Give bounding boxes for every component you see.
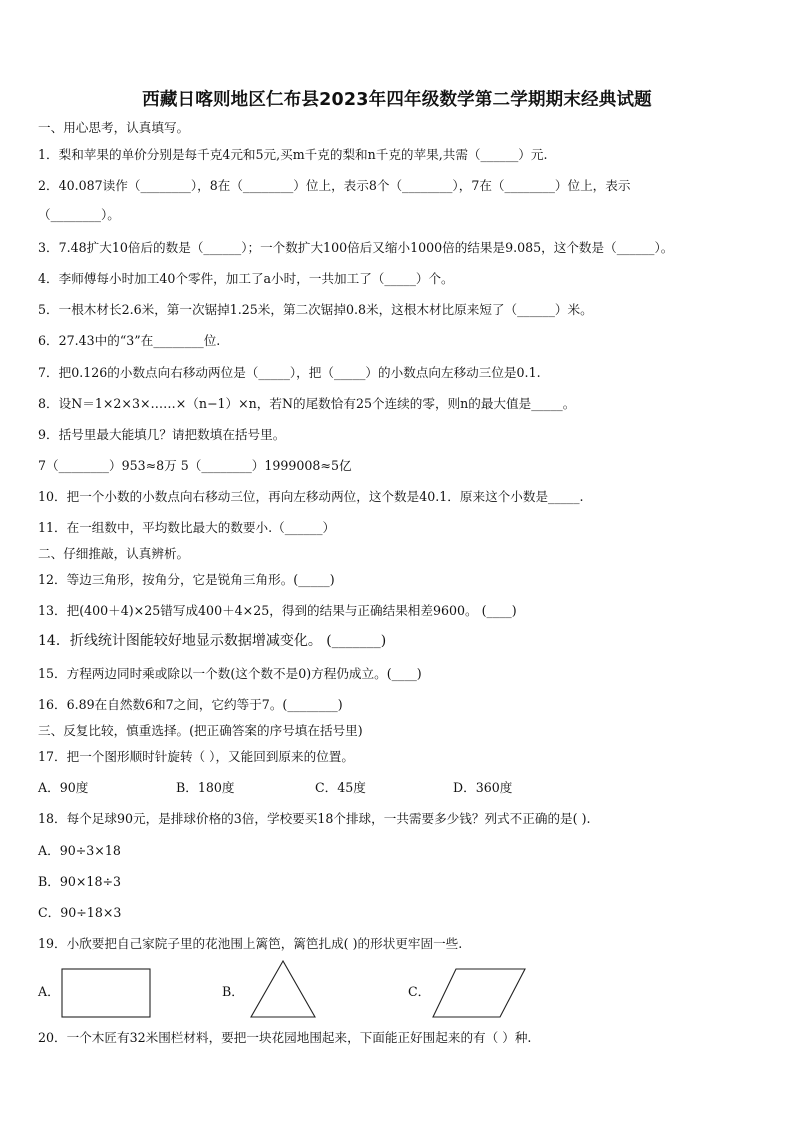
question-18: 18．每个足球90元，是排球价格的3倍，学校要买18个排球，一共需要多少钱？列式不正确的是( ). [38, 811, 591, 826]
question-5: 5．一根木材长2.6米，第一次锯掉1.25米，第二次锯掉0.8米，这根木材比原来短了（______）米。 [38, 302, 593, 317]
question-16: 16．6.89在自然数6和7之间，它约等于7。(________) [38, 697, 343, 712]
parallelogram-shape [430, 967, 528, 1021]
triangle-shape [248, 958, 318, 1020]
question-8: 8．设N＝1×2×3×……×（n−1）×n，若N的尾数恰有25个连续的零，则n的最大值是_____。 [38, 396, 576, 411]
question-19: 19．小欣要把自己家院子里的花池围上篱笆，篱笆扎成( )的形状更牢固一些. [38, 936, 463, 951]
q19-option-b-label: B． [222, 984, 244, 999]
q17-option-b: B．180度 [176, 780, 235, 795]
q17-option-c: C．45度 [315, 780, 366, 795]
question-4: 4．李师傅每小时加工40个零件，加工了a小时，一共加工了（_____）个。 [38, 271, 454, 286]
page-title: 西藏日喀则地区仁布县2023年四年级数学第二学期期末经典试题 [142, 90, 652, 110]
question-10: 10．把一个小数的小数点向右移动三位，再向左移动两位，这个数是40.1．原来这个小数是_____. [38, 489, 584, 504]
q18-option-c: C．90÷18×3 [38, 905, 122, 920]
question-2-cont: （________）。 [38, 207, 120, 222]
question-17: 17．把一个图形顺时针旋转（ ），又能回到原来的位置。 [38, 749, 354, 764]
q19-option-a-label: A． [38, 984, 60, 999]
q18-option-b: B．90×18÷3 [38, 874, 122, 889]
question-9-items: 7（________）953≈8万 5（________）1999008≈5亿 [38, 458, 352, 473]
question-15: 15．方程两边同时乘或除以一个数(这个数不是0)方程仍成立。(____) [38, 666, 422, 681]
question-20: 20．一个木匠有32米围栏材料，要把一块花园地围起来，下面能正好围起来的有（ ）种. [38, 1030, 532, 1045]
question-2: 2．40.087读作（________），8在（________）位上，表示8个（________），7在（________）位上，表示 [38, 178, 631, 193]
question-7: 7．把0.126的小数点向右移动两位是（_____），把（_____）的小数点向左移动三位是0.1. [38, 365, 541, 380]
question-11: 11．在一组数中，平均数比最大的数要小.（______） [38, 520, 336, 535]
q17-option-a: A．90度 [38, 780, 89, 795]
question-9: 9．括号里最大能填几？请把数填在括号里。 [38, 427, 286, 442]
question-13: 13．把(400＋4)×25错写成400＋4×25，得到的结果与正确结果相差9600。 (____) [38, 603, 517, 618]
question-3: 3．7.48扩大10倍后的数是（______）；一个数扩大100倍后又缩小1000倍的结果是9.085，这个数是（______）。 [38, 240, 674, 255]
section-2-heading: 二、仔细推敲，认真辨析。 [38, 546, 190, 561]
question-14: 14．折线统计图能较好地显示数据增减变化。 (_______) [38, 633, 387, 649]
question-6: 6．27.43中的“3”在________位. [38, 333, 221, 348]
q17-option-d: D．360度 [453, 780, 513, 795]
question-12: 12．等边三角形，按角分，它是锐角三角形。(_____) [38, 572, 335, 587]
question-1: 1．梨和苹果的单价分别是每千克4元和5元,买m千克的梨和n千克的苹果,共需（______）元. [38, 147, 548, 162]
q19-option-c-label: C． [408, 984, 431, 999]
q18-option-a: A．90÷3×18 [38, 843, 121, 858]
section-3-heading: 三、反复比较，慎重选择。(把正确答案的序号填在括号里) [38, 723, 363, 738]
rectangle-shape [60, 967, 154, 1021]
section-1-heading: 一、用心思考，认真填写。 [38, 120, 190, 135]
